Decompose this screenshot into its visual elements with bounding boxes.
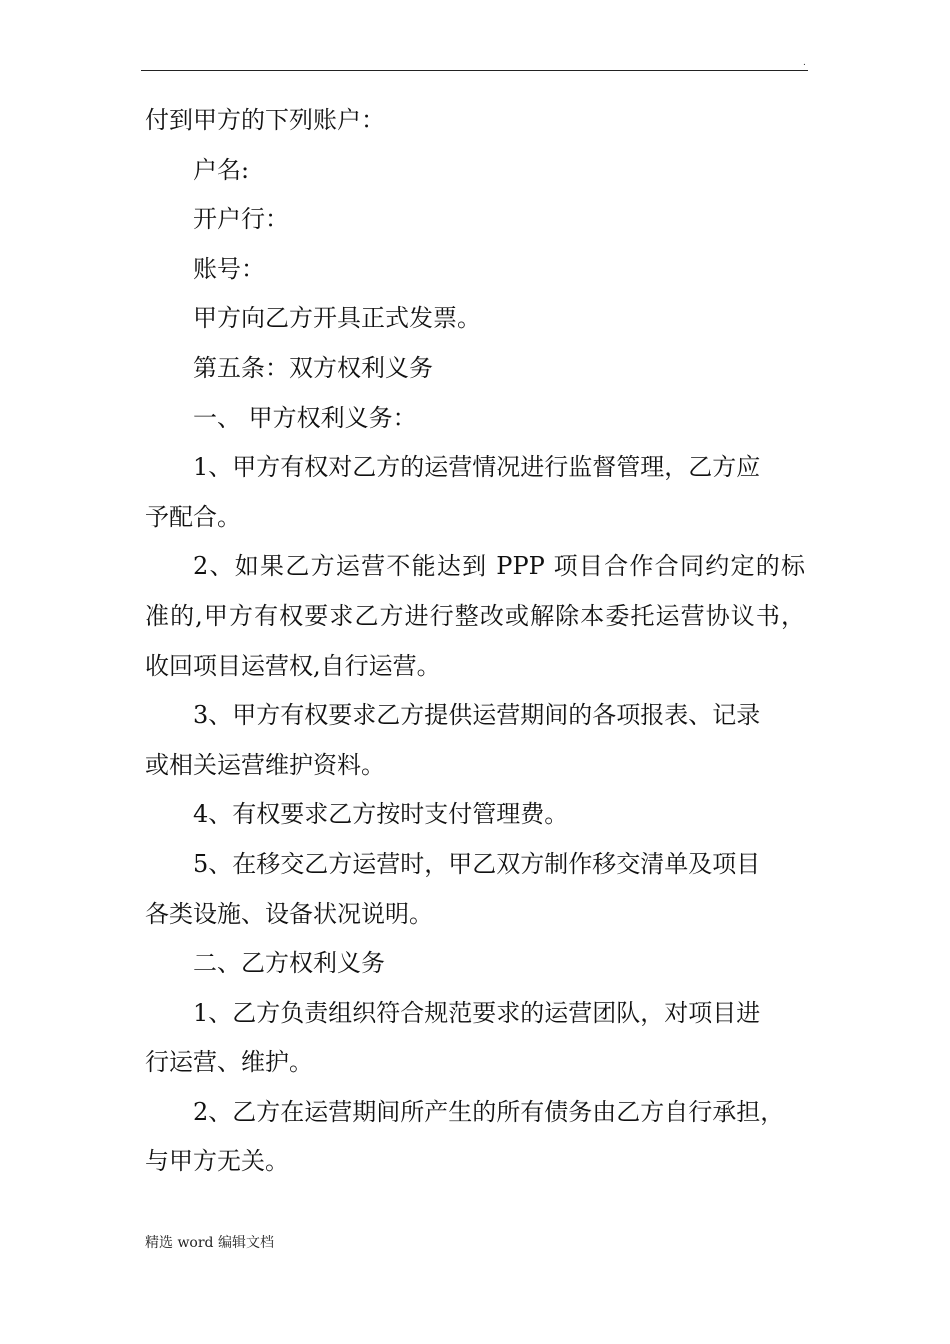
text-line: 户名: [193, 155, 250, 184]
text-line: 5、在移交乙方运营时，甲乙双方制作移交清单及项目 [193, 849, 761, 878]
footer-text: 精选 word 编辑文档 [145, 1235, 274, 1251]
text-line: 3、甲方有权要求乙方提供运营期间的各项报表、记录 [193, 701, 761, 730]
text-line: 甲方向乙方开具正式发票。 [193, 304, 481, 333]
text-line: 1、乙方负责组织符合规范要求的运营团队，对项目进 [193, 998, 761, 1027]
text-line: 准的,甲方有权要求乙方进行整改或解除本委托运营协议书， [145, 601, 805, 630]
text-line: 各类设施、设备状况说明。 [145, 899, 433, 928]
header-dot: . [803, 58, 806, 68]
text-line: 开户行： [193, 205, 289, 234]
subsection-heading: 一、 甲方权利义务： [193, 403, 417, 432]
text-line: 1、甲方有权对乙方的运营情况进行监督管理，乙方应 [193, 453, 761, 482]
text-line: 与甲方无关。 [145, 1147, 289, 1176]
text-line: 4、有权要求乙方按时支付管理费。 [193, 800, 569, 829]
subsection-heading: 二、乙方权利义务 [193, 949, 385, 978]
text-line: 予配合。 [145, 502, 241, 531]
document-body [145, 96, 805, 1187]
text-line: 账号： [193, 254, 265, 283]
header-rule [141, 70, 808, 71]
text-line: 收回项目运营权,自行运营。 [145, 651, 441, 680]
text-line: 2、如果乙方运营不能达到 PPP 项目合作合同约定的标 [193, 552, 805, 581]
text-line: 付到甲方的下列账户： [145, 106, 385, 134]
section-heading: 第五条：双方权利义务 [193, 353, 433, 382]
text-line: 2、乙方在运营期间所产生的所有债务由乙方自行承担， [193, 1097, 785, 1126]
text-line: 或相关运营维护资料。 [145, 750, 385, 779]
text-line: 行运营、维护。 [145, 1048, 313, 1077]
